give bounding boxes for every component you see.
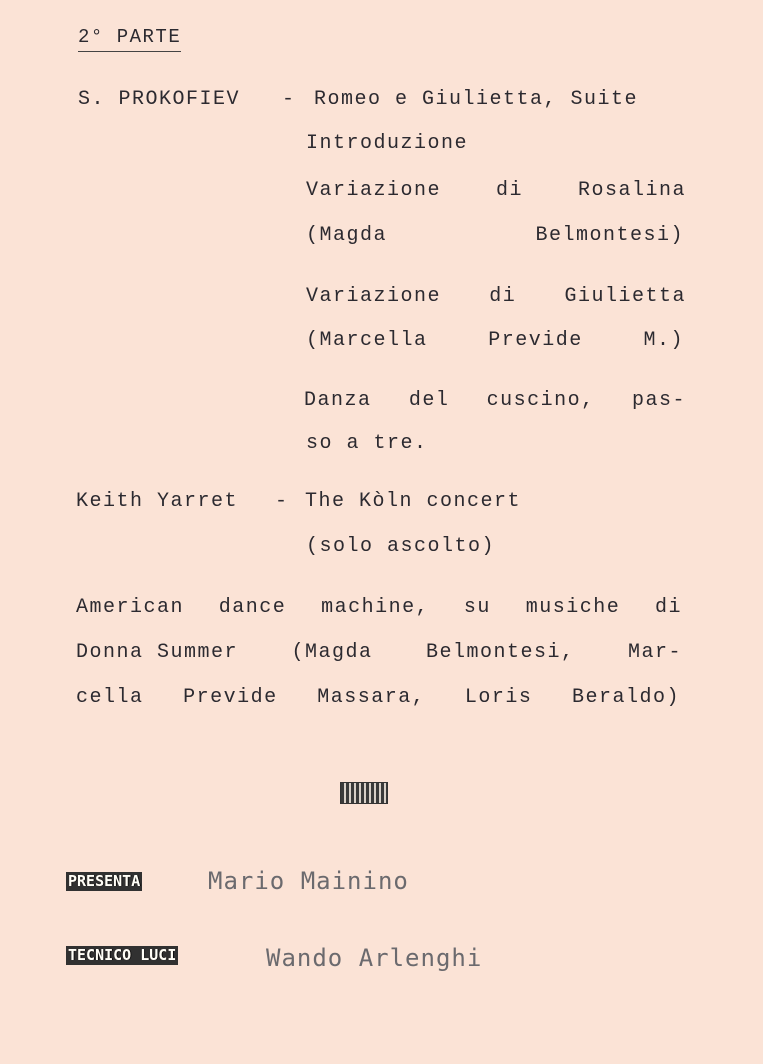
word: cella [76,686,144,709]
word: Massara, [317,686,426,709]
tecnico-luci-name: Wando Arlenghi [266,944,483,972]
american-line-1 [76,596,682,619]
word: pas- [631,389,686,412]
composer-yarret: Keith Yarret [76,490,239,513]
movement-danza [304,389,686,412]
work-note: (solo ascolto) [306,535,496,558]
word: Belmontesi) [535,224,684,247]
tecnico-luci-stamp: TECNICO LUCI [68,946,177,964]
word: (Marcella [306,329,428,352]
word: musiche [525,596,621,619]
word: di [496,179,524,202]
word: Mar- [627,641,682,664]
word: Previde [488,329,583,352]
performer-marcella [306,329,684,352]
work-title-koln: The Kòln concert [305,490,522,513]
word: machine, [321,596,430,619]
word: M.) [643,329,684,352]
word: dance [218,596,287,619]
word: Rosalina [577,179,686,202]
movement-giulietta [306,285,686,308]
composer-prokofiev: S. PROKOFIEV [78,88,241,111]
american-line-3 [76,686,680,709]
work-title-romeo: Romeo e Giulietta, Suite [314,88,639,111]
word: Loris [464,686,533,709]
word: American [76,596,185,619]
presenta-stamp: PRESENTA [68,872,141,890]
word: del [408,389,450,412]
american-line-2 [76,641,682,664]
movement-intro: Introduzione [306,132,469,155]
word: cuscino, [486,389,595,412]
dash: - [282,88,296,111]
word: Belmontesi, [425,641,575,664]
word: Variazione [306,285,442,308]
word: Danza [304,389,372,412]
ornament-stamp-icon [340,782,388,804]
word: Previde [183,686,278,709]
section-heading: 2° PARTE [78,28,181,52]
word: (Magda [306,224,388,247]
performer-magda [306,224,684,247]
word: Giulietta [564,285,686,308]
word: di [489,285,517,308]
word: su [463,596,491,619]
word: di [654,596,682,619]
presenta-name: Mario Mainino [208,867,409,895]
word: Beraldo) [571,686,680,709]
dash: - [275,490,289,513]
word: Variazione [306,179,442,202]
movement-rosalina [306,179,686,202]
word: (Magda [291,641,373,664]
word: Donna Summer [76,641,239,664]
movement-danza-cont: so a tre. [306,432,428,455]
